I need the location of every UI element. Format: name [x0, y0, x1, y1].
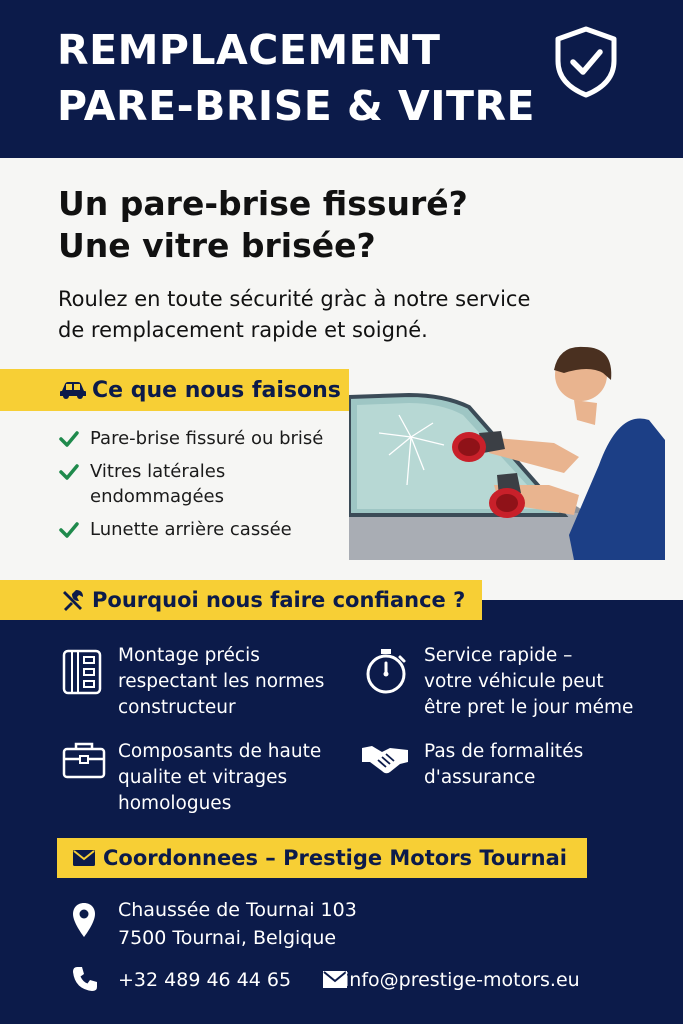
toolbox-icon [62, 741, 106, 779]
contact-heading-band [57, 838, 587, 878]
list-item: Pare-brise fissuré ou brisé [58, 426, 348, 451]
contact-phone-link[interactable]: +32 489 46 44 65 [118, 969, 292, 991]
intro-line-1: Roulez en toute sécurité gràc à notre service [58, 287, 531, 311]
check-icon [58, 521, 80, 539]
contact-email-link[interactable]: info@prestige-motors.eu [344, 969, 580, 991]
map-pin-icon [72, 902, 96, 938]
services-list [58, 426, 348, 550]
tools-icon [58, 588, 88, 612]
intro-line-2: de remplacement rapide et soigné. [58, 318, 428, 342]
hero-intro [58, 284, 530, 346]
title-line-1: REMPLACEMENT [57, 26, 441, 74]
header-banner [0, 0, 683, 158]
list-item: Lunette arrière cassée [58, 517, 348, 542]
envelope-icon [69, 846, 99, 870]
trust-heading-band [0, 580, 482, 620]
title-line-2: PARE-BRISE & VITRE [57, 82, 536, 130]
question-line-2: Une vitre brisée? [58, 226, 376, 265]
hero-question [58, 183, 468, 267]
feature-no-insurance-formalities: Pas de formalités d'assurance [424, 741, 584, 788]
check-icon [58, 463, 80, 481]
shield-check-icon [553, 25, 619, 99]
feature-quality-parts: Composants de haute qualite et vitrages homologues [118, 741, 322, 814]
feature-fast-service: Service rapide – votre véhicule peut être pret le jour méme [424, 645, 634, 718]
services-heading-band [0, 369, 349, 411]
page-title [57, 22, 535, 134]
check-icon [58, 430, 80, 448]
building-icon [62, 645, 102, 695]
stopwatch-icon [364, 647, 408, 695]
handshake-icon [360, 740, 410, 776]
services-heading: Ce que nous faisons [92, 377, 341, 403]
phone-icon [71, 965, 99, 993]
feature-precise-fitting: Montage précis respectant les normes constructeur [118, 645, 325, 718]
contact-heading: Coordonnees – Prestige Motors Tournai [103, 846, 567, 870]
technician-windshield-illustration [349, 345, 669, 560]
list-item: Vitres latérales endommagées [58, 459, 348, 509]
car-icon [58, 378, 88, 402]
question-line-1: Un pare-brise fissuré? [58, 184, 468, 223]
trust-heading: Pourquoi nous faire confiance ? [92, 588, 466, 612]
contact-address: Chaussée de Tournai 103 7500 Tournai, Belgique [118, 899, 357, 949]
